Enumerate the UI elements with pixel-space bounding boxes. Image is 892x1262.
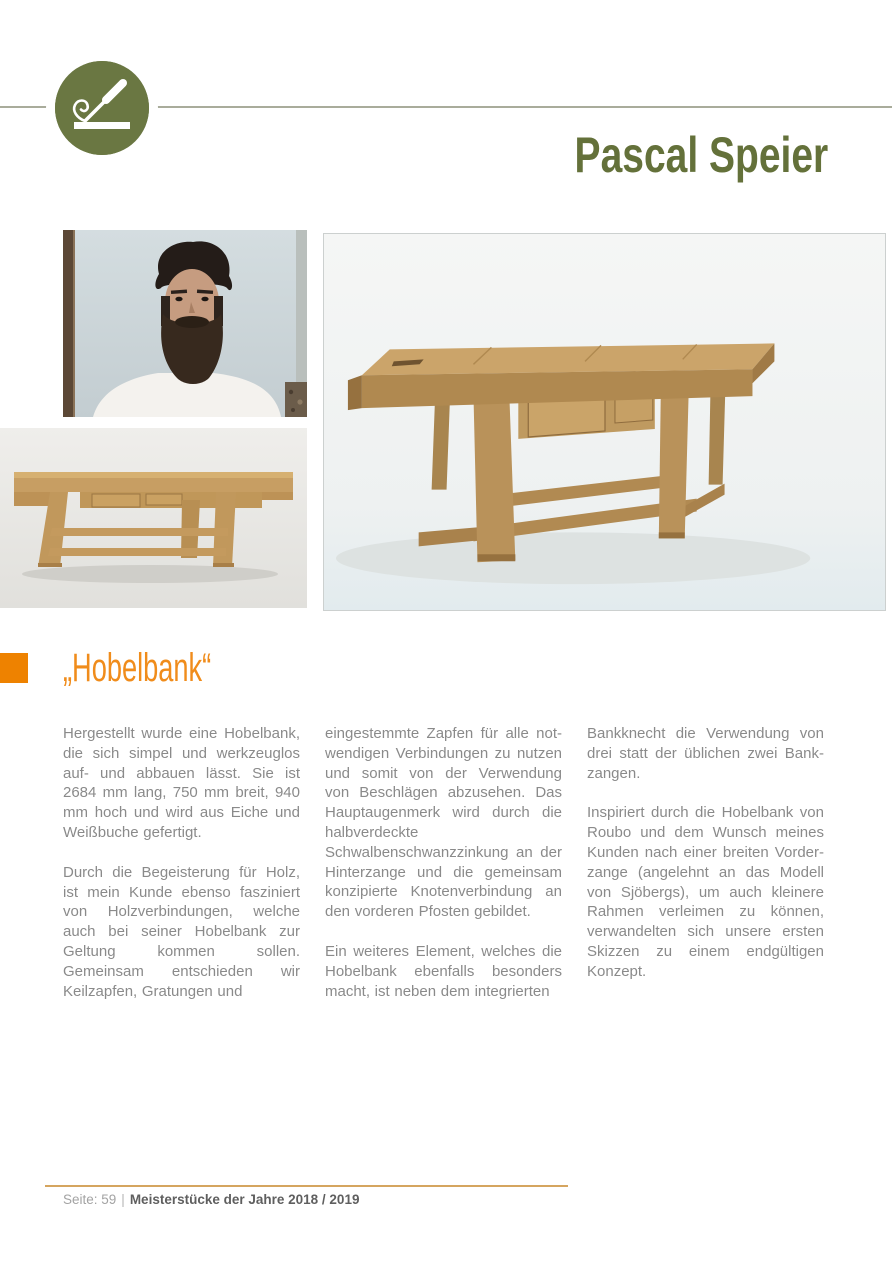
workbench-front-illustration: [0, 428, 307, 608]
text-column-3: [587, 724, 824, 1021]
article-title: „Hobelbank“: [63, 646, 212, 690]
portrait-illustration: [63, 230, 307, 417]
author-name-heading: Pascal Speier: [574, 127, 828, 183]
text-column-1: [63, 724, 300, 1021]
paragraph: Hergestellt wurde eine Hobelbank, die sich simpel und werkzeuglos auf- und abbauen lässt. Sie ist 2684 mm lang, 750 mm breit, 940 mm hoch und wird aus Eiche und Weißbuche gefertigt.: [63, 725, 300, 841]
text-column-2: [325, 724, 562, 1021]
carving-chisel-icon: [55, 61, 149, 155]
portrait-photo: [63, 230, 307, 417]
wood-board-shape: [74, 122, 130, 129]
page-number-label: Seite: 59: [63, 1192, 117, 1207]
paragraph: Bankknecht die Verwendung von drei statt der üblichen zwei Bankzangen.: [587, 725, 824, 782]
article-body: [63, 724, 825, 1021]
workbench-photo-small: [0, 428, 307, 608]
paragraph: eingestemmte Zapfen für alle notwendigen Verbindungen zu nutzen und somit von der Verwendung von Beschlägen abzusehen. Das Hauptaugenmerk wird durch die halbverdeckte Schwalbenschwanzzinkung an der Hinterzange und die gemeinsam konzipierte Knotenverbindung an den vorderen Pfosten gebildet.: [325, 725, 562, 921]
chapter-icon-badge: [55, 61, 149, 155]
footer-rule: [45, 1185, 568, 1187]
footer-separator: |: [121, 1192, 125, 1207]
section-bullet-square: [0, 653, 28, 683]
workbench-perspective-illustration: [324, 234, 885, 610]
door-frame-strip: [63, 230, 73, 417]
paragraph: Durch die Begeisterung für Holz, ist mein Kunde ebenso fasziniert von Holzverbindungen, welche auch bei seiner Hobelbank zur Geltung kommen sollen. Gemeinsam entschieden wir Keilzapfen, Gratungen und: [63, 863, 300, 1000]
paragraph: Inspiriert durch die Hobelbank von Roubo und dem Wunsch meines Kunden nach einer breiten Vorderzange (angelehnt an das Modell von Sjöbergs), um auch kleinere Rahmen verleimen zu können, verwandelten sich unsere ersten Skizzen zu einem endgültigen Konzept.: [587, 804, 824, 980]
footer: [63, 1192, 359, 1207]
paragraph: Ein weiteres Element, welches die Hobelbank ebenfalls besonders macht, ist neben dem integrierten: [325, 942, 562, 1000]
workbench-photo-large: [323, 233, 886, 611]
publication-title: Meisterstücke der Jahre 2018 / 2019: [129, 1192, 360, 1207]
